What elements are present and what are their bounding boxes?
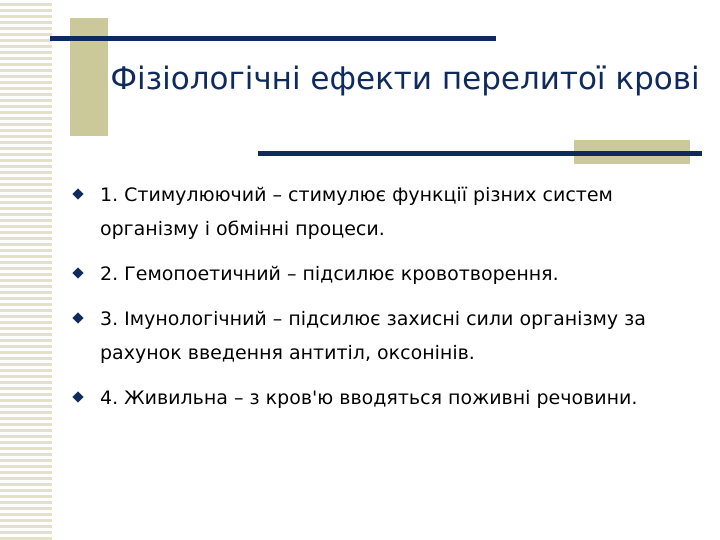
list-item (72, 257, 672, 291)
diamond-icon (72, 188, 83, 199)
decorative-stripes (0, 0, 52, 540)
title-rule-top (50, 36, 496, 41)
bullet-list (72, 178, 672, 426)
list-item (72, 302, 672, 370)
bullet-text: 1. Стимулюючий – стимулює функції різних систем організму і обмінні процеси. (100, 184, 613, 240)
bullet-text: 3. Імунологічний – підсилює захисні сили організму за рахунок введення антитіл, оксонінів. (100, 308, 646, 364)
diamond-icon (72, 391, 83, 402)
list-item (72, 178, 672, 246)
title-rule-bottom (258, 151, 702, 156)
diamond-icon (72, 312, 83, 323)
diamond-icon (72, 267, 83, 278)
bullet-text: 4. Живильна – з кров'ю вводяться поживні речовини. (100, 387, 638, 409)
slide-title: Фізіологічні ефекти перелитої крові (110, 61, 700, 97)
bullet-text: 2. Гемопоетичний – підсилює кровотворення. (100, 263, 559, 285)
list-item (72, 381, 672, 415)
